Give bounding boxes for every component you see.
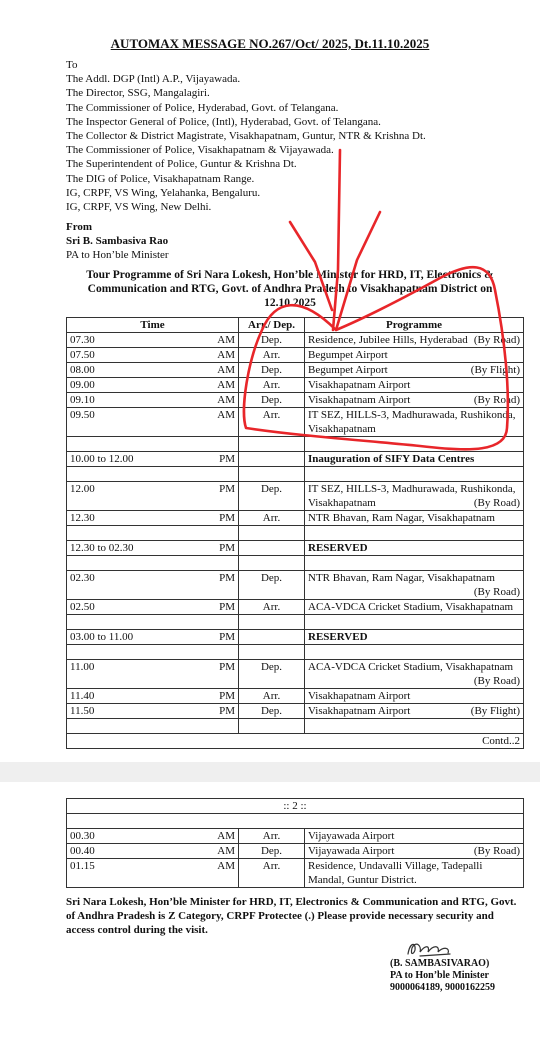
time-cell [67,482,239,511]
arr-dep-cell: Arr. [239,511,305,526]
time-cell [67,859,239,888]
travel-mode: (By Flight) [470,705,520,717]
time-value: 07.30 [70,334,95,346]
meridiem: PM [219,483,235,495]
programme-cell [305,829,524,844]
time-cell [67,600,239,615]
meridiem: PM [219,542,235,554]
arr-dep-cell: Arr. [239,689,305,704]
time-cell [67,378,239,393]
recipient-line: IG, CRPF, VS Wing, Yelahanka, Bengaluru. [66,186,261,199]
meridiem: PM [219,512,235,524]
programme-cell [305,615,524,630]
time-cell [67,615,239,630]
table-row [67,348,524,363]
travel-mode: (By Road) [473,497,520,509]
programme-text: NTR Bhavan, Ram Nagar, Visakhapatnam [308,512,495,524]
programme-cell [305,660,524,689]
arr-dep-cell: Dep. [239,333,305,348]
table-row [67,571,524,600]
time-cell [67,541,239,556]
time-value: 03.00 to 11.00 [70,631,134,643]
table-row [67,689,524,704]
table-row [67,645,524,660]
time-value: 08.00 [70,364,95,376]
arr-dep-cell: Dep. [239,363,305,378]
meridiem: AM [217,364,235,376]
arr-dep-cell: Arr. [239,829,305,844]
time-cell [67,630,239,645]
time-cell [67,452,239,467]
time-cell [67,393,239,408]
time-cell [67,467,239,482]
programme-cell [305,333,524,348]
page-number-row [67,799,524,814]
table-row [67,378,524,393]
time-cell [67,844,239,859]
meridiem: AM [217,830,235,842]
table-row [67,333,524,348]
sender-block [66,220,169,262]
time-value: 02.50 [70,601,95,613]
programme-cell [305,526,524,541]
arr-dep-cell [239,526,305,541]
programme-cell [305,511,524,526]
meridiem: PM [219,661,235,673]
arr-dep-cell: Arr. [239,378,305,393]
time-cell [67,660,239,689]
table-row [67,556,524,571]
time-cell [67,704,239,719]
arr-dep-cell [239,467,305,482]
programme-text: Residence, Jubilee Hills, Hyderabad [308,334,468,346]
table-row [67,615,524,630]
time-value: 12.30 to 02.30 [70,542,134,554]
time-cell [67,348,239,363]
table-row [67,482,524,511]
programme-cell [305,689,524,704]
time-value: 00.30 [70,830,95,842]
programme-cell [305,467,524,482]
spacer-row [67,814,524,829]
programme-cell [305,600,524,615]
table-row [67,859,524,888]
travel-mode: (By Road) [473,845,520,857]
programme-text: Vijayawada Airport [308,830,395,842]
table-row [67,467,524,482]
tour-programme-title: Tour Programme of Sri Nara Lokesh, Hon’ble Minister for HRD, IT, Electronics & Communication and RTG, Govt. of Andhra Pradesh to Visakhapatnam District on 12.10.2025 [86,269,494,309]
programme-cell [305,437,524,452]
time-value: 00.40 [70,845,95,857]
programme-text: Visakhapatnam Airport [308,394,411,406]
signatory-name: (B. SAMBASIVARAO) [390,958,490,969]
programme-text: RESERVED [308,631,368,643]
table-row [67,844,524,859]
arr-dep-cell: Dep. [239,571,305,600]
security-note: Sri Nara Lokesh, Hon’ble Minister for HRD, IT, Electronics & Communication and RTG, Govt. of Andhra Pradesh is Z Category, CRPF Protectee (.) Please provide necessary security and access control during the visit. [66,896,517,936]
meridiem: AM [217,409,235,421]
arr-dep-cell [239,615,305,630]
table-row [67,630,524,645]
time-cell [67,829,239,844]
arr-dep-cell [239,645,305,660]
programme-cell [305,482,524,511]
page-number: :: 2 :: [67,799,524,814]
recipient-line: The DIG of Police, Visakhapatnam Range. [66,172,255,185]
arr-dep-cell: Dep. [239,844,305,859]
table-row [67,600,524,615]
time-value: 10.00 to 12.00 [70,453,134,465]
time-value: 11.40 [70,690,95,702]
time-cell [67,689,239,704]
header-programme: Programme [305,318,524,333]
header-arr-dep: Arr./ Dep. [239,318,305,333]
programme-text: Begumpet Airport [308,349,388,361]
programme-text: IT SEZ, HILLS-3, Madhurawada, Rushikonda, Visakhapatnam [308,483,516,509]
arr-dep-cell: Dep. [239,393,305,408]
programme-text: Vijayawada Airport [308,845,395,857]
recipient-line: The Addl. DGP (Intl) A.P., Vijayawada. [66,73,241,86]
time-cell [67,556,239,571]
programme-cell [305,348,524,363]
time-value: 09.00 [70,379,95,391]
meridiem: AM [217,334,235,346]
travel-mode: (By Road) [473,334,520,346]
programme-cell [305,704,524,719]
meridiem: PM [219,601,235,613]
programme-cell [305,378,524,393]
meridiem: PM [219,453,235,465]
arr-dep-cell: Dep. [239,660,305,689]
arr-dep-cell: Dep. [239,704,305,719]
recipient-line: IG, CRPF, VS Wing, New Delhi. [66,201,212,214]
programme-cell [305,408,524,437]
arr-dep-cell [239,556,305,571]
meridiem: AM [217,379,235,391]
programme-cell [305,844,524,859]
table-row [67,526,524,541]
time-value: 09.10 [70,394,95,406]
meridiem: PM [219,572,235,584]
travel-mode: (By Road) [473,394,520,406]
handwritten-signature [390,938,480,960]
programme-text: ACA-VDCA Cricket Stadium, Visakhapatnam [308,661,514,673]
programme-text: Visakhapatnam Airport [308,379,411,391]
empty-cell [239,719,305,734]
meridiem: AM [217,349,235,361]
page-separator [0,762,540,782]
programme-text: NTR Bhavan, Ram Nagar, Visakhapatnam [308,572,495,584]
time-cell [67,571,239,600]
arr-dep-cell [239,541,305,556]
arr-dep-cell: Arr. [239,600,305,615]
sender-designation: PA to Hon’ble Minister [66,249,169,261]
signature-block [390,958,495,994]
programme-cell [305,393,524,408]
time-value: 02.30 [70,572,95,584]
time-value: 09.50 [70,409,95,421]
recipient-line: To [66,59,78,71]
time-cell [67,408,239,437]
programme-cell [305,859,524,888]
recipient-line: The Director, SSG, Mangalagiri. [66,87,210,100]
signatory-designation: PA to Hon’ble Minister [390,970,489,981]
table-row [67,829,524,844]
programme-text: Inauguration of SIFY Data Centres [308,453,475,465]
travel-mode: (By Road) [473,586,520,598]
time-cell [67,333,239,348]
time-value: 12.00 [70,483,95,495]
time-cell [67,645,239,660]
arr-dep-cell [239,452,305,467]
table-row [67,541,524,556]
programme-cell [305,452,524,467]
travel-mode: (By Road) [473,675,520,687]
arr-dep-cell: Dep. [239,482,305,511]
programme-cell [305,541,524,556]
arr-dep-cell: Arr. [239,408,305,437]
table-row [67,452,524,467]
sender-name: Sri B. Sambasiva Rao [66,235,169,247]
arr-dep-cell [239,630,305,645]
continued-label: Contd..2 [67,734,524,749]
table-row [67,660,524,689]
table-row [67,437,524,452]
time-cell [67,363,239,378]
time-value: 07.50 [70,349,95,361]
recipient-list [66,58,426,214]
programme-cell [305,645,524,660]
programme-cell [305,630,524,645]
programme-cell [305,556,524,571]
programme-cell [305,363,524,378]
signatory-phones: 9000064189, 9000162259 [390,982,495,993]
empty-cell [305,719,524,734]
schedule-table [66,317,524,749]
time-cell [67,437,239,452]
programme-text: Begumpet Airport [308,364,388,376]
time-value: 11.00 [70,661,95,673]
time-value: 12.30 [70,512,95,524]
arr-dep-cell: Arr. [239,859,305,888]
meridiem: PM [219,631,235,643]
from-label: From [66,221,93,233]
message-title: AUTOMAX MESSAGE NO.267/Oct/ 2025, Dt.11.10.2025 [110,36,430,51]
programme-text: ACA-VDCA Cricket Stadium, Visakhapatnam [308,601,514,613]
recipient-line: The Inspector General of Police, (Intl), Hyderabad, Govt. of Telangana. [66,115,381,128]
table-row [67,704,524,719]
schedule-table-continued [66,798,524,888]
programme-text: Visakhapatnam Airport [308,705,411,717]
table-row [67,363,524,378]
table-row [67,408,524,437]
programme-cell [305,571,524,600]
time-value: 11.50 [70,705,95,717]
recipient-line: The Commissioner of Police, Hyderabad, Govt. of Telangana. [66,101,339,114]
contd-row [67,734,524,749]
programme-text: Residence, Undavalli Village, Tadepalli Mandal, Guntur District. [308,860,483,886]
meridiem: AM [217,860,235,872]
recipient-line: The Collector & District Magistrate, Visakhapatnam, Guntur, NTR & Krishna Dt. [66,130,426,143]
programme-text: Visakhapatnam Airport [308,690,411,702]
meridiem: PM [219,705,235,717]
header-time: Time [67,318,239,333]
time-value: 01.15 [70,860,95,872]
meridiem: AM [217,394,235,406]
time-cell [67,526,239,541]
time-cell [67,511,239,526]
table-row [67,511,524,526]
meridiem: AM [217,845,235,857]
programme-text: RESERVED [308,542,368,554]
table-row [67,393,524,408]
arr-dep-cell [239,437,305,452]
recipient-line: The Commissioner of Police, Visakhapatnam & Vijayawada. [66,144,334,157]
empty-cell [67,719,239,734]
programme-text: IT SEZ, HILLS-3, Madhurawada, Rushikonda, Visakhapatnam [308,409,516,435]
meridiem: PM [219,690,235,702]
spacer-row [67,719,524,734]
arr-dep-cell: Arr. [239,348,305,363]
recipient-line: The Superintendent of Police, Guntur & Krishna Dt. [66,158,297,171]
travel-mode: (By Flight) [470,364,520,376]
